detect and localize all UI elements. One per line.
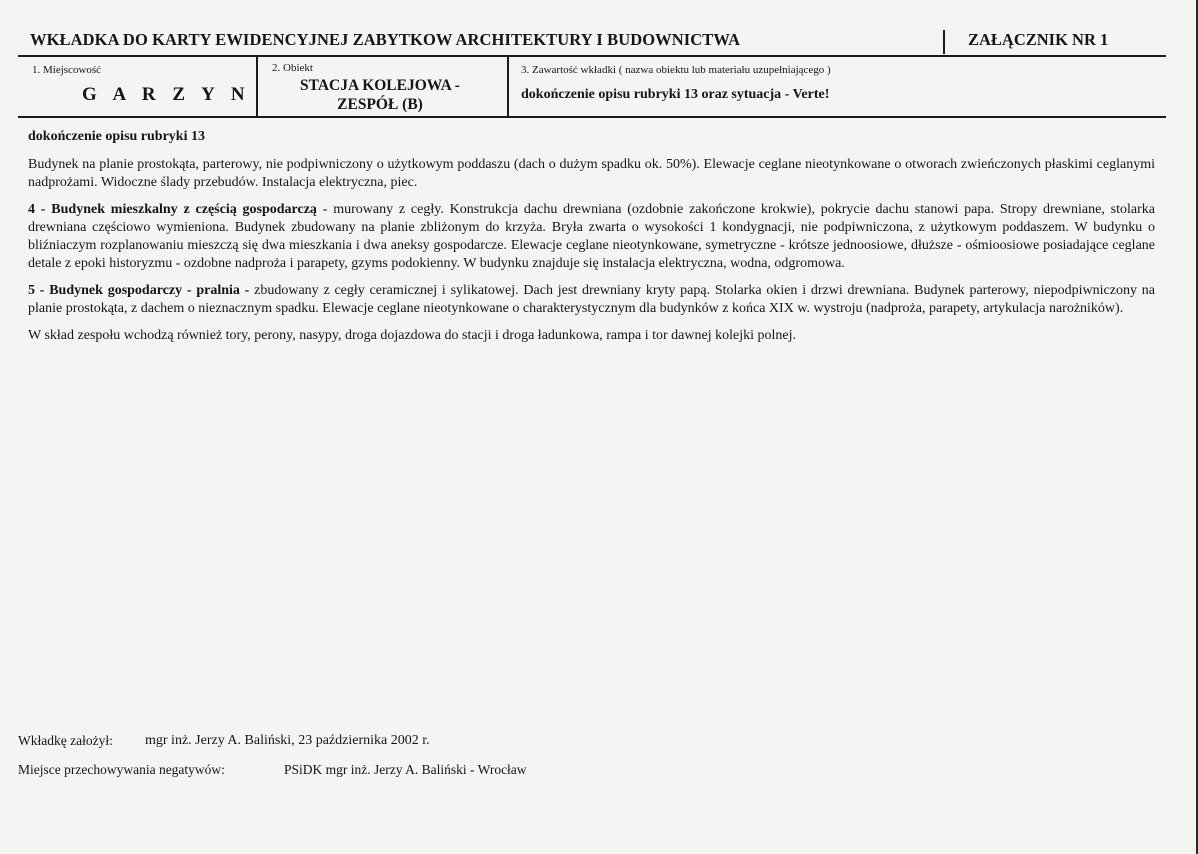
field-divider-1 (256, 56, 258, 117)
object-value-line1: STACJA KOLEJOWA - (300, 77, 460, 94)
paragraph-4: W skład zespołu wchodzą również tory, perony, nasypy, droga dojazdowa do stacji i droga ładunkowa, rampa i tor dawnej kolejki polnej. (28, 328, 796, 343)
object-value-line2: ZESPÓŁ (B) (337, 96, 423, 113)
paragraph-3 (28, 282, 1155, 318)
content-label: 3. Zawartość wkładki ( nazwa obiektu lub materiału uzupełniającego ) (521, 64, 831, 76)
content-value: dokończenie opisu rubryki 13 oraz sytuacja - Verte! (521, 87, 830, 102)
description-body (28, 128, 1155, 354)
fields-rule (18, 116, 1166, 118)
title-divider (943, 30, 945, 54)
annex-label: ZAŁĄCZNIK NR 1 (968, 30, 1109, 49)
document-title: WKŁADKA DO KARTY EWIDENCYJNEJ ZABYTKOW ARCHITEKTURY I BUDOWNICTWA (30, 30, 741, 49)
locality-value: G A R Z Y N (82, 84, 251, 105)
paragraph-2-heading: 4 - Budynek mieszkalny z częścią gospodarczą (28, 202, 317, 217)
header-rule (18, 55, 1166, 57)
author-value: mgr inż. Jerzy A. Baliński, 23 października 2002 r. (145, 733, 430, 748)
paragraph-1: Budynek na planie prostokąta, parterowy, nie podpiwniczony o użytkowym poddaszu (dach o dużym spadku ok. 50%). Elewacje ceglane nieotynkowane o otworach zwieńczonych płaskimi ceglanymi nadprożami. Widoczne ślady przebudów. Instalacja elektryczna, piec. (28, 157, 1155, 190)
paragraph-3-text: zbudowany z cegły ceramicznej i sylikatowej. Dach jest drewniany kryty papą. Stolarka okien i drzwi drewniana. Budynek parterowy, niepodpiwniczony na planie prostokąta, z dachem o nieznacznym spadku. Elewacje ceglane nieotynkowane o charakterystycznym dla budynków z końca XIX w. wystroju (nadproża, parapety, artykulacja narożników). (28, 283, 1155, 316)
author-label: Wkładkę założył: (18, 733, 113, 748)
paragraph-2 (28, 201, 1155, 273)
header-row (18, 24, 1166, 54)
field-divider-2 (507, 56, 509, 117)
locality-label: 1. Miejscowość (32, 64, 102, 76)
paragraph-2-text: - murowany z cegły. Konstrukcja dachu drewniana (ozdobnie zakończone krokwie), pokrycie dachu stanowi papa. Stropy drewniane, stolarka drewniana częściowo wymieniona. Budynek zbudowany na planie zbliżonym do krzyża. Bryła zwarta o wysokości 1 kondygnacji, nie podpiwniczona, z użytkowym poddaszem. W budynku o bliźniaczym rozplanowaniu mieszczą się dwa mieszkania i dwa aneksy gospodarcze. Elewacje ceglane nieotynkowane, symetryczne - krótsze jednoosiowe, dłuższe - ośmioosiowe posiadające ceglane detale z epoki historyzmu - ozdobne nadproża i parapety, gzyms podokienny. W budynku znajduje się instalacja elektryczna, wodna, odgromowa. (28, 202, 1155, 271)
paragraph-3-heading: 5 - Budynek gospodarczy - pralnia - (28, 283, 250, 298)
object-label: 2. Obiekt (272, 62, 313, 74)
section-heading: dokończenie opisu rubryki 13 (28, 129, 205, 144)
object-value (262, 76, 498, 114)
storage-value: PSiDK mgr inż. Jerzy A. Baliński - Wrocław (284, 762, 527, 777)
storage-label: Miejsce przechowywania negatywów: (18, 762, 225, 777)
